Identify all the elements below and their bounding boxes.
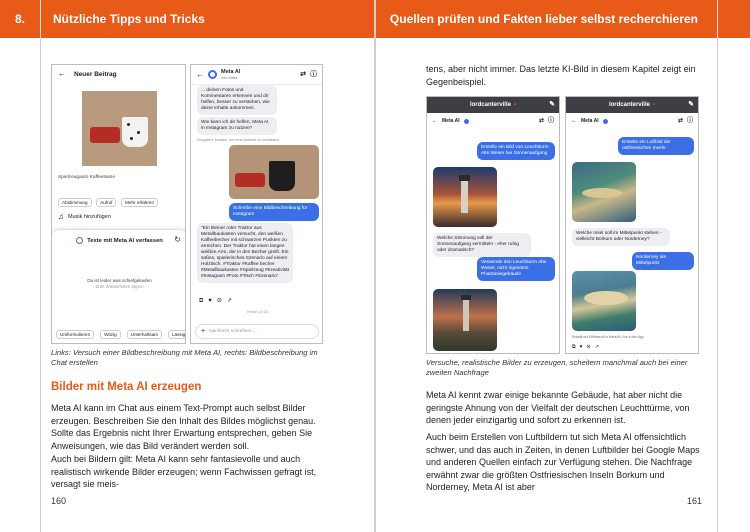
chip-mehr[interactable]: Mehr erfahren — [121, 198, 158, 207]
user-message: Norderney als Mittelpunkt — [632, 252, 694, 270]
paragraph: Auch beim Erstellen von Luftbildern tut sich Meta AI offensichtlich schwer, und das auch in Zeiten, in denen Luftbilder bei Google Maps und anderen Quellen einfach zur Verfügung stehen. Die Nachfrage erwähnt zwar die größten Ostfriesischen Inseln Borkum und Norderney, Meta AI ist aber — [426, 432, 700, 493]
info-icon[interactable]: ⓘ — [310, 70, 317, 78]
account-name: lordcanterville — [469, 102, 511, 108]
compose-icon[interactable]: ✎ — [549, 101, 555, 108]
compose-icon[interactable]: ✎ — [688, 101, 694, 108]
back-arrow-icon[interactable]: ← — [432, 118, 438, 124]
contact-name: Meta AI — [581, 118, 599, 124]
chip-aufruf[interactable]: Aufruf — [96, 198, 116, 207]
plus-icon[interactable]: + — [201, 327, 206, 335]
generated-lighthouse-image-2 — [433, 289, 497, 351]
paragraph: Meta AI kennt zwar einige bekannte Gebäude, hat aber nicht die geringste Ahnung von der Vielfalt der deutschen Leuchttürme, von denen jeder einzigartig und sofort zu erkennen ist. — [426, 390, 690, 426]
account-name: lordcanterville — [608, 102, 650, 108]
ai-reply: "Ein kleiner roter Traktor aus Metallbaukasten versucht, den weißen Kaffeebecher mit schwarzen Punkten zu erreichen. Der Traktor hat einen langen weißen Arm, der in den Becher greift. Ein süßes, spielerisches Szenario auf einem Holztisch. #Traktor #Kaffee becher #Metallbaukasten #Spielzeug #Kreativität #Instagram #Foto #Tisch #Szenario" — [197, 223, 293, 283]
section-heading: Bilder mit Meta AI erzeugen — [51, 381, 202, 393]
suggestion-note: Gruppiert: Nutzen, um eine Antwort zu verfassen — [197, 138, 279, 142]
refresh-icon[interactable]: ↻ — [174, 235, 181, 244]
figure-caption: Versuche, realistische Bilder zu erzeugen, scheitern manchmal auch bei einer zweiten Nachfrage — [426, 358, 688, 377]
paragraph: Meta AI kann im Chat aus einem Text-Prompt auch selbst Bilder erzeugen. Beschreiben Sie den Inhalt des Bildes möglichst genau. Sollte das Ergebnis nicht Ihrer Erwartung entsprechen, geben Sie Anweisungen, wie das Bild verändert werden soll. — [51, 403, 316, 451]
tab-witzig[interactable]: Witzig — [100, 330, 121, 339]
like-icon[interactable]: ♥ — [208, 298, 212, 304]
share-icon[interactable]: ↗ — [226, 298, 232, 304]
left-page — [0, 0, 374, 532]
screenshot-islands-chat — [565, 96, 699, 354]
ai-message: ... deinen Fotos und Kommentaren erkennen und dir helfen, besser zu verstehen, wie deine Inhalte ankommen. — [197, 85, 277, 115]
chapter-title: Quellen prüfen und Fakten lieber selbst recherchieren — [389, 12, 698, 26]
meta-ai-avatar — [208, 70, 217, 79]
post-photo — [82, 91, 157, 166]
back-arrow-icon[interactable]: ← — [58, 69, 66, 78]
error-text: Da ist leider was schiefgelaufen — [87, 278, 152, 283]
screenshot-meta-ai-chat — [190, 64, 323, 344]
meta-ai-ring-icon — [76, 237, 83, 244]
message-input[interactable] — [195, 324, 319, 339]
settings-icon[interactable]: ⇄ — [677, 118, 683, 124]
generated-lighthouse-image — [433, 167, 497, 227]
verified-icon — [603, 119, 608, 124]
generated-island-image — [572, 162, 636, 222]
contact-name: Meta AI — [442, 118, 460, 124]
share-icon[interactable]: ↗ — [594, 344, 599, 350]
timestamp: Heute 10:18 — [247, 310, 268, 314]
like-icon[interactable]: ♥ — [579, 344, 583, 350]
ai-message: Welche Insel soll im Mittelpunkt stehen - vielleicht Borkum oder Norderney? — [572, 228, 670, 246]
chip-abstimmung[interactable]: Abstimmung — [58, 198, 92, 207]
contact-sub: von Meta — [221, 75, 238, 80]
back-arrow-icon[interactable]: ← — [196, 69, 204, 79]
tab-laessig[interactable]: Lässig — [168, 330, 186, 339]
screenshot-new-post — [51, 64, 186, 344]
user-message: Schreibe eine Bildbeschreibung für Instagram — [229, 203, 319, 221]
sent-photo — [229, 145, 319, 199]
music-icon: ♫ — [58, 212, 64, 221]
ig-account-bar: lordcanterville • ✎ — [427, 97, 559, 113]
screenshot-lighthouse-chat — [426, 96, 560, 354]
info-icon[interactable]: ⓘ — [686, 118, 693, 124]
dislike-icon[interactable]: ⊘ — [586, 344, 591, 350]
chapter-header — [0, 0, 374, 38]
sheet-title: Texte mit Meta AI verfassen — [87, 237, 163, 244]
user-message: Verwende den Leuchtturm Alte Weser, nicht irgendein Phantasiegebäude — [477, 257, 555, 281]
paragraph: tens, aber nicht immer. Das letzte KI-Bild in diesem Kapitel zeigt ein Gegenbeispiel. — [426, 64, 696, 87]
figure-caption: Links: Versuch einer Bildbeschreibung mit Meta AI, rechts: Bildbeschreibung im Chat erstellen — [51, 348, 318, 367]
user-message: Erstelle ein Luftbild der ostfriesischen Inseln — [618, 137, 694, 155]
image-footer-note: Erstellt mit KI/Meta AI in Meta AI, Nur in der App — [572, 335, 644, 339]
ig-account-bar: lordcanterville • ✎ — [566, 97, 698, 113]
settings-icon[interactable]: ⇄ — [300, 70, 306, 78]
settings-icon[interactable]: ⇄ — [538, 118, 544, 124]
copy-icon[interactable]: ⧉ — [572, 344, 576, 350]
input-placeholder: Nachricht schreiben ... — [209, 329, 257, 334]
ai-sheet — [52, 229, 186, 344]
chapter-header — [376, 0, 750, 38]
photo-caption: Spielzeugauto Kaffeetasse — [58, 175, 115, 180]
page-number: 161 — [686, 496, 702, 506]
retry-text[interactable]: Zum Wiederholen tippen — [95, 284, 144, 289]
info-icon[interactable]: ⓘ — [547, 118, 554, 124]
tab-umformulieren[interactable]: Umformulieren — [56, 330, 94, 339]
page-number: 160 — [51, 496, 67, 506]
generated-island-image-2 — [572, 271, 636, 331]
chapter-title: Nützliche Tipps und Tricks — [53, 12, 205, 26]
contact-name: Meta AI — [221, 69, 241, 75]
copy-icon[interactable]: ⧉ — [199, 298, 204, 304]
verified-icon — [464, 119, 469, 124]
tab-unterhaltsam[interactable]: Unterhaltsam — [127, 330, 162, 339]
dislike-icon[interactable]: ⊘ — [216, 298, 222, 304]
ai-message: Welche Stimmung soll der Sonnenaufgang vermitteln - eher ruhig oder dramatisch? — [433, 233, 531, 257]
screen-title: Neuer Beitrag — [74, 70, 117, 78]
right-page — [376, 0, 750, 532]
ai-message: Wie kann ich dir helfen, Meta AI in Instagram zu nutzen? — [197, 117, 277, 135]
user-message: Erstelle ein Bild von Leuchtturm Alte Weser bei Sonnenaufgang — [477, 142, 555, 160]
paragraph: Auch bei Bildern gilt: Meta AI kann sehr fantasievolle und auch realistisch wirkende Bilder erzeugen; wenn Fachwissen gefragt ist, versagt sie meis- — [51, 454, 317, 490]
music-label[interactable]: Musik hinzufügen — [68, 214, 111, 220]
chapter-number: 8. — [14, 12, 25, 26]
back-arrow-icon[interactable]: ← — [571, 118, 577, 124]
